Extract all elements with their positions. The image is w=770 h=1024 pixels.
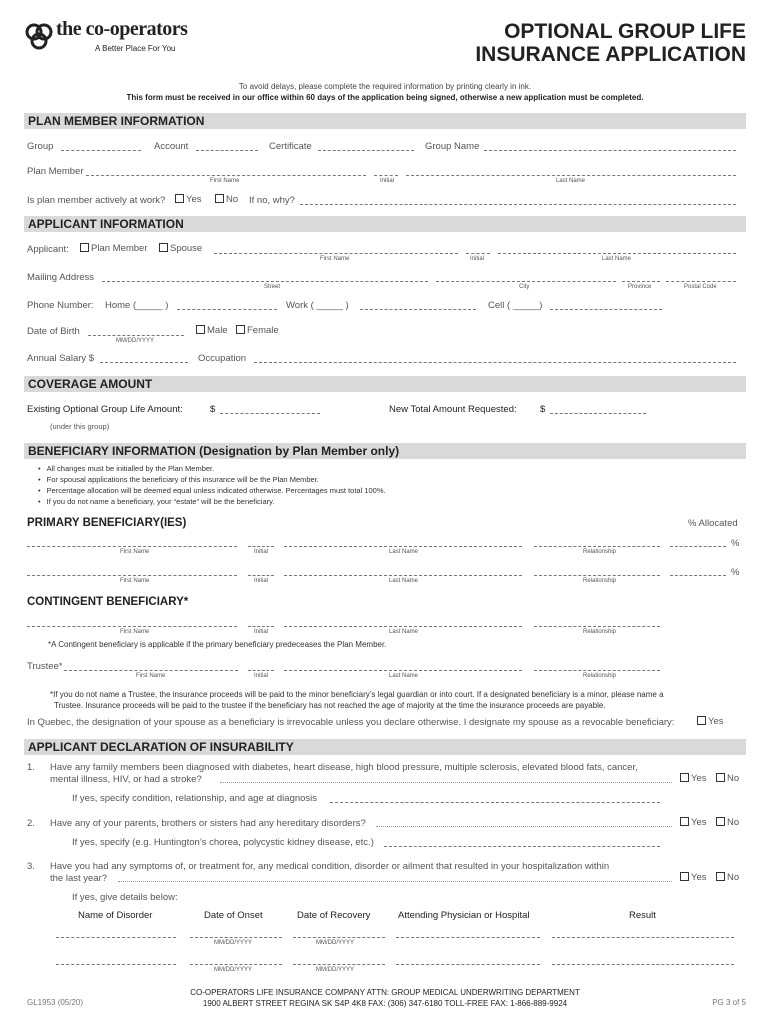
- coverage-heading: COVERAGE AMOUNT: [24, 376, 746, 392]
- no-label: No: [727, 872, 740, 883]
- revocable-yes-option[interactable]: [697, 716, 724, 727]
- q3-number: 3.: [27, 861, 35, 872]
- q2-text: Have any of your parents, brothers or sisters had any hereditary disorders?: [50, 818, 366, 829]
- dob-field[interactable]: [88, 335, 184, 336]
- cell-phone-field[interactable]: [550, 309, 662, 310]
- plan-member-last-name-field[interactable]: [406, 175, 736, 176]
- primary-beneficiary-heading: PRIMARY BENEFICIARY(IES): [27, 517, 187, 529]
- yes-label: Yes: [691, 773, 707, 784]
- date-format-caption: MM/DD/YYYY: [316, 940, 355, 946]
- q1-no-option[interactable]: [716, 773, 739, 784]
- primary2-last-name-field[interactable]: [284, 575, 522, 576]
- coop-logo-icon: [24, 22, 54, 52]
- relationship-caption: Relationship: [583, 629, 617, 635]
- percent-sign: %: [731, 567, 740, 578]
- group-field[interactable]: [61, 150, 141, 151]
- at-work-yes[interactable]: [175, 194, 202, 205]
- plan-member-option-label: Plan Member: [91, 243, 148, 254]
- disorder2-field[interactable]: [56, 964, 176, 965]
- trustee-relationship-field[interactable]: [534, 670, 660, 671]
- contingent-first-name-field[interactable]: [27, 626, 237, 627]
- province-caption: Province: [628, 284, 652, 290]
- physician2-field[interactable]: [396, 964, 540, 965]
- last-name-caption: Last Name: [602, 256, 632, 262]
- initial-caption: Initial: [254, 673, 269, 679]
- at-work-question: Is plan member actively at work?: [27, 195, 166, 206]
- checkbox-icon[interactable]: [80, 243, 89, 252]
- rule-item: • If you do not name a beneficiary, your “estate” will be the beneficiary.: [38, 496, 386, 507]
- plan-member-initial-field[interactable]: [374, 175, 398, 176]
- recovery1-field[interactable]: [293, 937, 385, 938]
- initial-caption: Initial: [254, 578, 269, 584]
- col-onset-header: Date of Onset: [204, 910, 263, 921]
- no-label: No: [727, 773, 740, 784]
- applicant-last-name-field[interactable]: [498, 253, 736, 254]
- salary-field[interactable]: [100, 362, 188, 363]
- initial-caption: Initial: [380, 178, 395, 184]
- female-label: Female: [247, 325, 279, 336]
- occupation-label: Occupation: [198, 353, 247, 364]
- col-result-header: Result: [629, 910, 656, 921]
- footer-address-line: 1900 ALBERT STREET REGINA SK S4P 4K8 FAX: (306) 347-6180 TOLL-FREE FAX: 1-866-889-9924: [202, 999, 568, 1008]
- applicant-heading: APPLICANT INFORMATION: [24, 216, 746, 232]
- primary2-percent-field[interactable]: [670, 575, 726, 576]
- checkbox-icon[interactable]: [680, 817, 689, 826]
- certificate-field[interactable]: [318, 150, 414, 151]
- group-name-field[interactable]: [484, 150, 736, 151]
- initial-caption: Initial: [254, 549, 269, 555]
- q2-no-option[interactable]: [716, 817, 739, 828]
- trustee-note-line1: *If you do not name a Trustee, the insurance proceeds will be paid to the minor beneficiary’s legal guardian or into court. If a designated beneficiary is a minor, please name a: [50, 690, 664, 699]
- if-no-field[interactable]: [300, 204, 736, 205]
- no-label: No: [226, 194, 239, 205]
- onset1-field[interactable]: [190, 937, 282, 938]
- province-field[interactable]: [622, 281, 660, 282]
- group-name-label: Group Name: [425, 141, 480, 152]
- trustee-label: Trustee*: [27, 661, 63, 672]
- date-format-caption: MM/DD/YYYY: [214, 940, 253, 946]
- q3-followup-label: If yes, give details below:: [72, 892, 178, 903]
- city-caption: City: [519, 284, 530, 290]
- group-label: Group: [27, 141, 54, 152]
- checkbox-icon[interactable]: [716, 817, 725, 826]
- contingent-last-name-field[interactable]: [284, 626, 522, 627]
- rule-item: • For spousal applications the beneficiary of this insurance will be the Plan Member.: [38, 474, 386, 485]
- plan-member-label: Plan Member: [27, 166, 84, 177]
- male-option[interactable]: [196, 325, 228, 336]
- q3-leader-dots: [118, 881, 672, 882]
- primary1-relationship-field[interactable]: [534, 546, 660, 547]
- dob-label: Date of Birth: [27, 326, 80, 337]
- checkbox-icon[interactable]: [175, 194, 184, 203]
- col-physician-header: Attending Physician or Hospital: [398, 910, 530, 921]
- rule-item: • All changes must be initialled by the Plan Member.: [38, 463, 386, 474]
- if-no-label: If no, why?: [249, 195, 295, 206]
- applicant-spouse-option[interactable]: [159, 243, 202, 254]
- logo-tagline: A Better Place For You: [95, 44, 176, 53]
- checkbox-icon[interactable]: [680, 773, 689, 782]
- checkbox-icon[interactable]: [716, 872, 725, 881]
- initial-caption: Initial: [254, 629, 269, 635]
- percent-sign: %: [731, 538, 740, 549]
- recovery2-field[interactable]: [293, 964, 385, 965]
- applicant-initial-field[interactable]: [466, 253, 490, 254]
- primary1-initial-field[interactable]: [248, 546, 274, 547]
- salary-label: Annual Salary $: [27, 353, 95, 364]
- yes-label: Yes: [708, 716, 724, 727]
- rule-item: • Percentage allocation will be deemed equal unless indicated otherwise. Percentages must total 100%.: [38, 485, 386, 496]
- quebec-statement: In Quebec, the designation of your spouse as a beneficiary is irrevocable unless you declare otherwise. I designate my spouse as a revocable beneficiary:: [27, 717, 675, 728]
- under-group-caption: (under this group): [50, 422, 110, 431]
- occupation-field[interactable]: [254, 362, 736, 363]
- no-label: No: [727, 817, 740, 828]
- street-field[interactable]: [102, 281, 428, 282]
- result2-field[interactable]: [552, 964, 734, 965]
- trustee-initial-field[interactable]: [248, 670, 274, 671]
- col-recovery-header: Date of Recovery: [297, 910, 371, 921]
- col-disorder-header: Name of Disorder: [78, 910, 153, 921]
- primary2-relationship-field[interactable]: [534, 575, 660, 576]
- q1-followup-field[interactable]: [330, 802, 660, 803]
- contingent-initial-field[interactable]: [248, 626, 274, 627]
- account-field[interactable]: [196, 150, 258, 151]
- first-name-caption: First Name: [136, 673, 166, 679]
- q2-followup-field[interactable]: [384, 846, 660, 847]
- title-line2: INSURANCE APPLICATION: [475, 43, 746, 66]
- relationship-caption: Relationship: [583, 578, 617, 584]
- page-title: [475, 20, 746, 66]
- checkbox-icon[interactable]: [215, 194, 224, 203]
- checkbox-icon[interactable]: [697, 716, 706, 725]
- checkbox-icon[interactable]: [196, 325, 205, 334]
- postal-code-caption: Postal Code: [684, 284, 717, 290]
- first-name-caption: First Name: [120, 549, 150, 555]
- form-code: GL1953 (05/20): [27, 998, 84, 1007]
- applicant-first-name-field[interactable]: [214, 253, 458, 254]
- allocated-header: % Allocated: [688, 518, 738, 529]
- q1-text-line1: Have any family members been diagnosed with diabetes, heart disease, high blood pressure, multiple sclerosis, elevated blood fats, cancer,: [50, 762, 638, 773]
- checkbox-icon[interactable]: [716, 773, 725, 782]
- page-number: PG 3 of 5: [712, 998, 746, 1007]
- last-name-caption: Last Name: [389, 549, 419, 555]
- footer-company-line: CO-OPERATORS LIFE INSURANCE COMPANY ATTN: GROUP MEDICAL UNDERWRITING DEPARTMENT: [190, 988, 580, 997]
- q2-number: 2.: [27, 818, 35, 829]
- existing-amount-label: Existing Optional Group Life Amount:: [27, 404, 183, 415]
- primary2-first-name-field[interactable]: [27, 575, 237, 576]
- first-name-caption: First Name: [320, 256, 350, 262]
- account-label: Account: [154, 141, 189, 152]
- yes-label: Yes: [691, 817, 707, 828]
- beneficiary-rules: [38, 463, 386, 507]
- applicant-plan-member-option[interactable]: [80, 243, 148, 254]
- logo-text: the co-operators: [56, 18, 188, 40]
- certificate-label: Certificate: [269, 141, 312, 152]
- dob-format-caption: MM/DD/YYYY: [116, 338, 155, 344]
- intro-deadline: This form must be received in our office within 60 days of the application being signed, otherwise a new application must be completed.: [126, 93, 644, 102]
- first-name-caption: First Name: [210, 178, 240, 184]
- home-phone-label: Home (_____ ): [105, 300, 169, 311]
- declaration-heading: APPLICANT DECLARATION OF INSURABILITY: [24, 739, 746, 755]
- last-name-caption: Last Name: [389, 629, 419, 635]
- date-format-caption: MM/DD/YYYY: [316, 967, 355, 973]
- date-format-caption: MM/DD/YYYY: [214, 967, 253, 973]
- postal-code-field[interactable]: [666, 281, 736, 282]
- new-total-label: New Total Amount Requested:: [389, 404, 517, 415]
- disorder1-field[interactable]: [56, 937, 176, 938]
- q1-yes-option[interactable]: [680, 773, 707, 784]
- contingent-beneficiary-heading: CONTINGENT BENEFICIARY*: [27, 596, 189, 608]
- work-phone-field[interactable]: [360, 309, 476, 310]
- existing-dollar: $: [210, 404, 216, 415]
- last-name-caption: Last Name: [389, 578, 419, 584]
- work-phone-label: Work ( _____ ): [286, 300, 349, 311]
- checkbox-icon[interactable]: [159, 243, 168, 252]
- initial-caption: Initial: [470, 256, 485, 262]
- contingent-note: *A Contingent beneficiary is applicable if the primary beneficiary predeceases the Plan Member.: [48, 640, 387, 649]
- checkbox-icon[interactable]: [236, 325, 245, 334]
- first-name-caption: First Name: [120, 578, 150, 584]
- trustee-note-line2: Trustee. Insurance proceeds will be paid to the trustee if the beneficiary has not reached the age of majority at the time the insurance proceeds are payable.: [54, 701, 606, 710]
- yes-label: Yes: [691, 872, 707, 883]
- new-total-dollar: $: [540, 404, 546, 415]
- existing-amount-field[interactable]: [220, 413, 320, 414]
- intro-instructions: To avoid delays, please complete the required information by printing clearly in ink.: [238, 82, 532, 91]
- contingent-relationship-field[interactable]: [534, 626, 660, 627]
- mailing-address-label: Mailing Address: [27, 272, 95, 283]
- q3-text-line2: the last year?: [50, 873, 108, 884]
- physician1-field[interactable]: [396, 937, 540, 938]
- q1-number: 1.: [27, 762, 35, 773]
- city-field[interactable]: [436, 281, 616, 282]
- cell-phone-label: Cell ( _____): [488, 300, 543, 311]
- home-phone-field[interactable]: [177, 309, 277, 310]
- q1-leader-dots: [220, 782, 672, 783]
- spouse-option-label: Spouse: [170, 243, 203, 254]
- street-caption: Street: [264, 284, 281, 290]
- primary1-percent-field[interactable]: [670, 546, 726, 547]
- title-line1: OPTIONAL GROUP LIFE: [504, 20, 746, 43]
- relationship-caption: Relationship: [583, 673, 617, 679]
- q1-followup-label: If yes, specify condition, relationship, and age at diagnosis: [72, 793, 318, 804]
- q2-leader-dots: [376, 826, 672, 827]
- relationship-caption: Relationship: [583, 549, 617, 555]
- trustee-first-name-field[interactable]: [64, 670, 238, 671]
- beneficiary-heading: BENEFICIARY INFORMATION (Designation by Plan Member only): [24, 443, 746, 459]
- primary1-first-name-field[interactable]: [27, 546, 237, 547]
- primary1-last-name-field[interactable]: [284, 546, 522, 547]
- q1-text-line2: mental illness, HIV, or had a stroke?: [50, 774, 202, 785]
- last-name-caption: Last Name: [556, 178, 586, 184]
- first-name-caption: First Name: [120, 629, 150, 635]
- new-total-field[interactable]: [550, 413, 646, 414]
- applicant-label: Applicant:: [27, 244, 69, 255]
- last-name-caption: Last Name: [389, 673, 419, 679]
- onset2-field[interactable]: [190, 964, 282, 965]
- at-work-no[interactable]: [215, 194, 238, 205]
- trustee-last-name-field[interactable]: [284, 670, 522, 671]
- primary2-initial-field[interactable]: [248, 575, 274, 576]
- phone-label: Phone Number:: [27, 300, 94, 311]
- plan-member-first-name-field[interactable]: [86, 175, 366, 176]
- female-option[interactable]: [236, 325, 279, 336]
- plan-member-heading: PLAN MEMBER INFORMATION: [24, 113, 746, 129]
- male-label: Male: [207, 325, 228, 336]
- q3-yes-option[interactable]: [680, 872, 707, 883]
- q3-no-option[interactable]: [716, 872, 739, 883]
- q2-followup-label: If yes, specify (e.g. Huntington’s chorea, polycystic kidney disease, etc.): [72, 837, 374, 848]
- checkbox-icon[interactable]: [680, 872, 689, 881]
- yes-label: Yes: [186, 194, 202, 205]
- result1-field[interactable]: [552, 937, 734, 938]
- q3-text-line1: Have you had any symptoms of, or treatment for, any medical condition, disorder or ailment that resulted in your hospitalization within: [50, 861, 610, 872]
- q2-yes-option[interactable]: [680, 817, 707, 828]
